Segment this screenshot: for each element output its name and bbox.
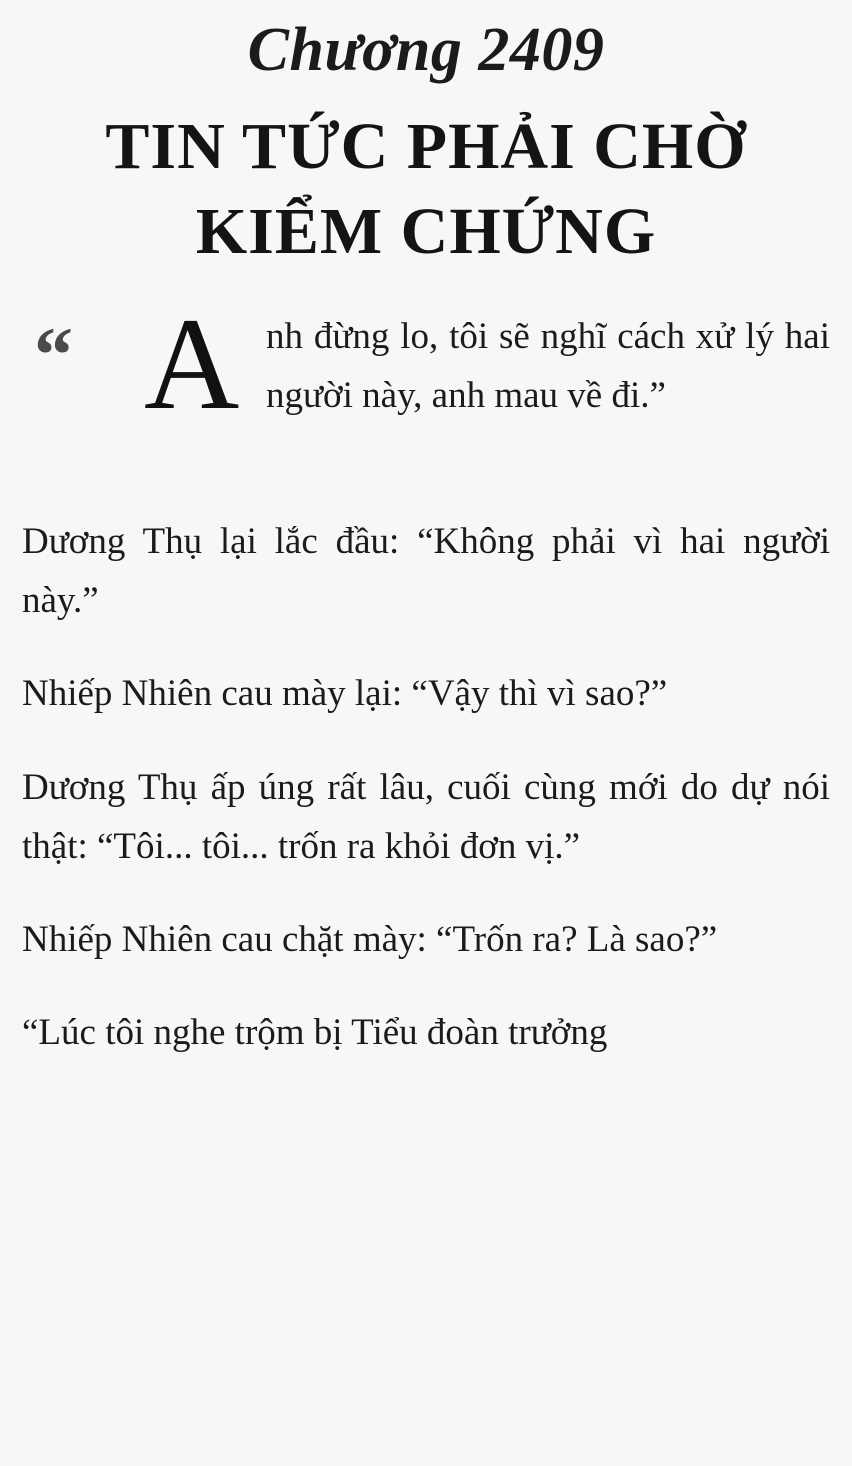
drop-cap: A — [144, 290, 240, 438]
paragraph-text: “Lúc tôi nghe trộm bị Tiểu đoàn trưởng — [22, 1012, 608, 1054]
first-paragraph-block — [22, 290, 830, 478]
paragraph-text: nh đừng lo, tôi sẽ nghĩ cách xử lý hai người này, anh mau về đi.” — [266, 316, 830, 416]
paragraph-text: Nhiếp Nhiên cau chặt mày: “Trốn ra? Là sao?” — [22, 919, 718, 961]
open-quote-icon: “ — [34, 311, 73, 399]
paragraph-text: Dương Thụ lại lắc đầu: “Không phải vì hai người này.” — [22, 521, 830, 622]
chapter-title: TIN TỨC PHẢI CHỜ KIỂM CHỨNG — [105, 110, 747, 268]
paragraph-text: Nhiếp Nhiên cau mày lại: “Vậy thì vì sao?” — [22, 673, 668, 715]
paragraph-text: Dương Thụ ấp úng rất lâu, cuối cùng mới do dự nói thật: “Tôi... tôi... trốn ra khỏi đơn vị.” — [22, 766, 830, 867]
chapter-number: Chương 2409 — [247, 16, 605, 84]
